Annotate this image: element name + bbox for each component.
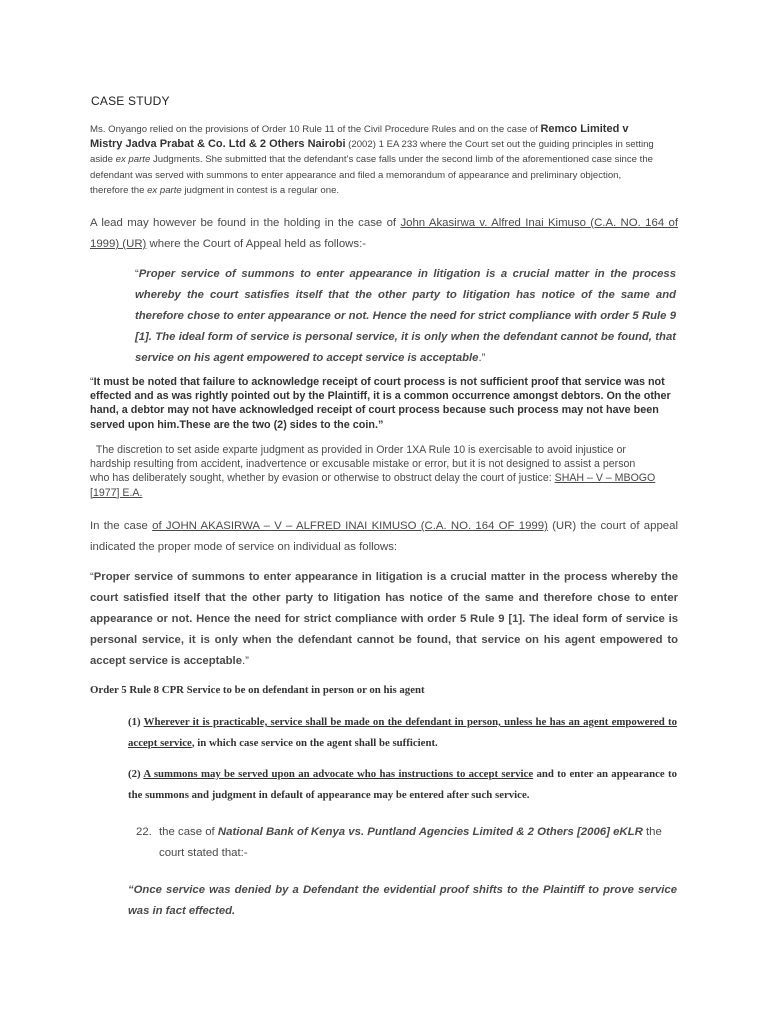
ex-parte-term: ex parte xyxy=(147,184,182,196)
quote-open: “ xyxy=(90,571,94,583)
quote-close: .” xyxy=(478,352,486,364)
subsection-underlined-text: A summons may be served upon an advocate who has instructions to accept service xyxy=(143,768,534,780)
quote-text: Proper service of summons to enter appearance in litigation is a crucial matter in the process whereby the court satisfies itself that the other party to litigation has notice of the same and therefore chose to enter appearance or not. Hence the need for strict compliance with order 5 Rule 9 [1]. The ideal form of service is personal service, it is only when the defendant cannot be found, that service on his agent empowered to accept service is acceptable xyxy=(135,268,676,364)
akasirwa-case-reference: John Akasirwa v. Alfred Inai Kimuso (C.A. NO. 164 of 1999) (UR) xyxy=(90,217,679,250)
subsection-number: (2) xyxy=(128,768,144,780)
order-5-rule-8-heading: Order 5 Rule 8 CPR Service to be on defendant in person or on his agent xyxy=(90,684,425,696)
proper-service-quote xyxy=(90,567,678,672)
subsection-underlined-text: Wherever it is practicable, service shall be made on the defendant in person, unless he has an agent empowered to accept service xyxy=(128,716,678,749)
rule-8-subsection-2 xyxy=(128,764,677,806)
intro-text-4: judgment in contest is a regular one. xyxy=(181,184,340,196)
proper-mode-paragraph xyxy=(90,516,678,558)
intro-text-2: (2002) 1 EA 233 where the Court set out the guiding principles in setting aside xyxy=(90,139,654,166)
national-bank-case-reference: National Bank of Kenya vs. Puntland Agencies Limited & 2 Others [2006] eKLR xyxy=(217,826,643,838)
item-number: 22. xyxy=(136,826,152,838)
court-of-appeal-quote xyxy=(135,264,676,369)
subsection-text: and to enter an appearance to the summons and judgment in default of appearance may be entered after such service. xyxy=(128,768,677,801)
intro-text-1: Ms. Onyango relied on the provisions of Order 10 Rule 11 of the Civil Procedure Rules and on the case of xyxy=(90,124,541,135)
lead-text-1: A lead may however be found in the holding in the case of xyxy=(90,217,401,229)
numbered-item-22 xyxy=(136,822,677,864)
item-text-2: the court stated that:- xyxy=(159,826,662,859)
quote-open: “ xyxy=(135,268,139,280)
proper-mode-text-2: (UR) the court of appeal indicated the proper mode of service on individual as follows: xyxy=(90,520,678,553)
quote-text: Proper service of summons to enter appearance in litigation is a crucial matter in the process whereby the court satisfied itself that the other party to litigation has notice of the same and therefore chose to enter appearance or not. Hence the need for strict compliance with order 5 Rule 9 [1]. The ideal form of service is personal service, it is only when the defendant cannot be found, that service on his agent empowered to accept service is acceptable xyxy=(90,571,678,667)
item-text xyxy=(159,822,677,864)
akasirwa-case-reference: of JOHN AKASIRWA – V – ALFRED INAI KIMUSO (C.A. NO. 164 OF 1999) xyxy=(152,520,548,532)
quote-close: .” xyxy=(241,655,249,667)
lead-text-2: where the Court of Appeal held as follows:- xyxy=(146,238,367,250)
remco-case-name: Remco Limited v Mistry Jadva Prabat & Co. Ltd & 2 Others Nairobi xyxy=(90,123,629,151)
intro-text-3: Judgments. She submitted that the defendant’s case falls under the second limb of the aforementioned case since the defendant was served with summons to enter appearance and filed a memorandum of appearance and preliminary objection, therefore the xyxy=(90,154,654,196)
page-title: CASE STUDY xyxy=(91,94,170,108)
shah-mbogo-case-reference: SHAH – V – MBOGO [1977] E.A. xyxy=(90,472,656,499)
discretion-paragraph xyxy=(90,443,656,500)
intro-paragraph xyxy=(90,122,656,198)
lead-paragraph xyxy=(90,213,678,255)
discretion-text: The discretion to set aside exparte judgment as provided in Order 1XA Rule 10 is exercisable to avoid injustice or hardship resulting from accident, inadvertence or excusable mistake or error, but it is not designed to assist a person who has deliberately sought, whether by evasion or otherwise to obstruct delay the court of justice: xyxy=(90,444,639,485)
subsection-text: , in which case service on the agent shall be sufficient. xyxy=(191,737,438,749)
rule-8-subsection-1 xyxy=(128,712,677,754)
ex-parte-term: ex parte xyxy=(115,154,151,166)
item-text-1: the case of xyxy=(159,826,218,838)
acknowledgment-quote xyxy=(90,375,680,432)
subsection-number: (1) xyxy=(128,716,144,728)
proper-mode-text-1: In the case xyxy=(90,520,153,532)
evidential-proof-quote: “Once service was denied by a Defendant the evidential proof shifts to the Plaintiff to prove service was in fact effected. xyxy=(128,884,677,917)
quote-open: “ xyxy=(90,376,94,388)
quote-text: It must be noted that failure to acknowledge receipt of court process is not sufficient proof that service was not effected and as was rightly pointed out by the Plaintiff, it is a common occurrence amongst debtors. On the other hand, a debtor may not have acknowledged receipt of court process because such process may not have been served upon him.These are the two (2) sides to the coin.” xyxy=(90,376,671,431)
